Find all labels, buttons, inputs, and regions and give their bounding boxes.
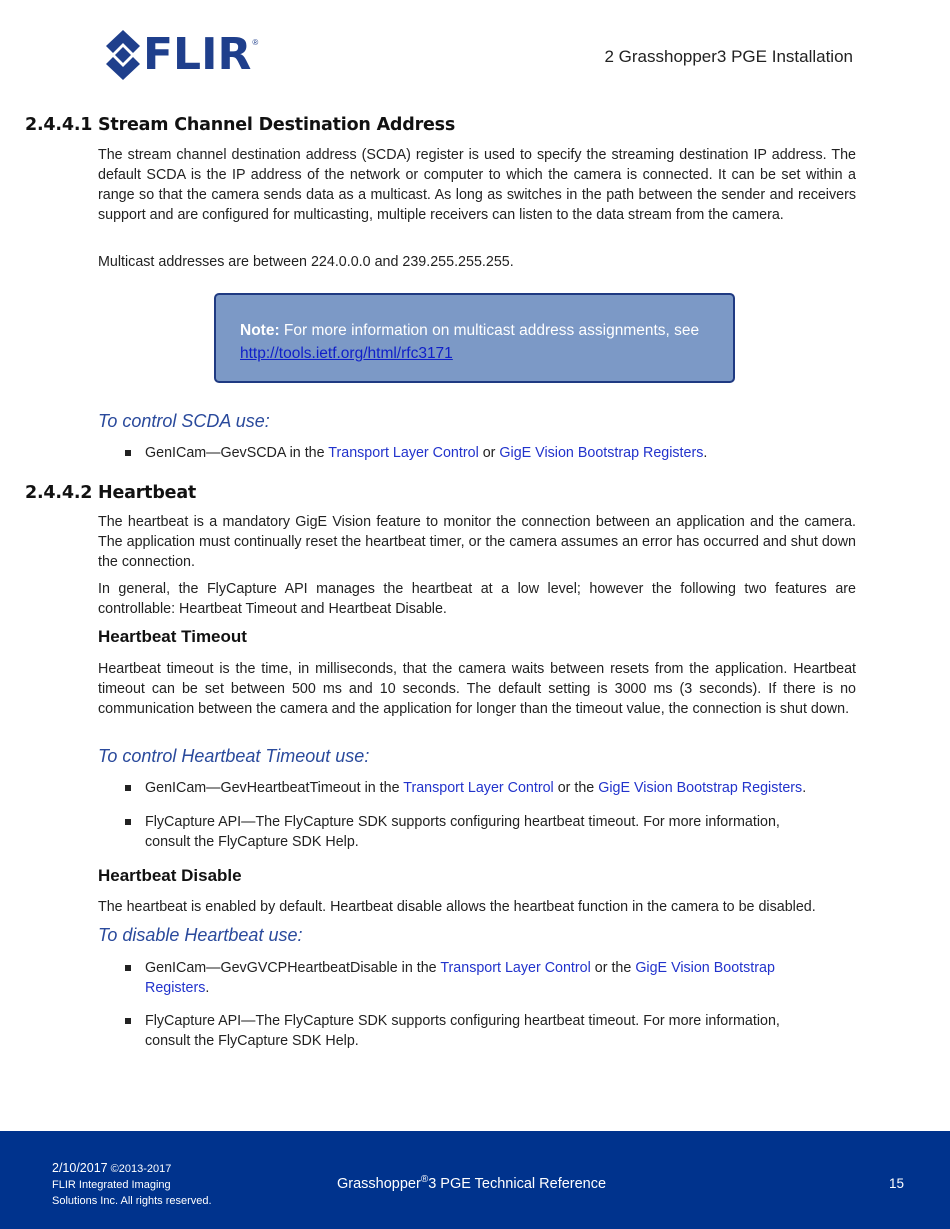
chapter-title: 2 Grasshopper3 PGE Installation (604, 47, 853, 66)
control-heartbeat-timeout-heading: To control Heartbeat Timeout use: (98, 746, 370, 766)
note-body: For more information on multicast address assignments, see (279, 322, 700, 339)
list-item: GenICam—GevSCDA in the Transport Layer Control or GigE Vision Bootstrap Registers. (125, 443, 825, 463)
flir-logo (105, 28, 258, 82)
logo-registered-mark: ® (252, 38, 259, 47)
bullet-square-icon (125, 1018, 131, 1024)
heartbeat-disable-heading: Heartbeat Disable (98, 866, 242, 885)
gige-bootstrap-registers-link[interactable]: GigE Vision Bootstrap Registers (499, 445, 704, 461)
note-label: Note: (240, 322, 280, 339)
bullet-square-icon (125, 785, 131, 791)
multicast-range-paragraph: Multicast addresses are between 224.0.0.0 and 239.255.255.255. (98, 254, 514, 270)
flycapture-heartbeat-paragraph: In general, the FlyCapture API manages the heartbeat at a low level; however the following two features are controllable: Heartbeat Timeout and Heartbeat Disable. (98, 581, 856, 617)
section-title: Stream Channel Destination Address (98, 115, 456, 135)
bullet-square-icon (125, 965, 131, 971)
note-text (240, 319, 720, 365)
footer-copyright (52, 1160, 212, 1209)
bullet-square-icon (125, 819, 131, 825)
list-item: GenICam—GevGVCPHeartbeatDisable in the Transport Layer Control or the GigE Vision Bootstrap Registers. (125, 958, 825, 998)
scda-paragraph: The stream channel destination address (SCDA) register is used to specify the streaming destination IP address. The default SCDA is the IP address of the network or computer to which the camera is connected. It can be set within a range so that the camera sends data as a multicast. As long as switches in the path between the sender and receivers support and are configured for multicasting, multiple receivers can listen to the data stream from the camera. (98, 147, 856, 223)
gige-bootstrap-registers-link[interactable]: GigE Vision Bootstrap Registers (145, 960, 775, 996)
logo-wordmark: FLIR (143, 29, 252, 80)
footer-doc-title: Grasshopper®3 PGE Technical Reference (337, 1174, 607, 1192)
note-box (214, 293, 735, 383)
list-item: GenICam—GevHeartbeatTimeout in the Transport Layer Control or the GigE Vision Bootstrap Registers. (125, 778, 825, 798)
section-number: 2.4.4.1 (25, 115, 93, 135)
heartbeat-timeout-paragraph: Heartbeat timeout is the time, in milliseconds, that the camera waits between resets from the application. Heartbeat timeout can be set between 500 ms and 10 seconds. The default setting is 3000 ms (3 seconds). If there is no communication between the camera and the application for longer than the timeout value, the connection is shut down. (98, 661, 856, 717)
footer-date: 2/10/2017 (52, 1161, 108, 1175)
section-heading-heartbeat (25, 483, 196, 503)
bullet-square-icon (125, 450, 131, 456)
transport-layer-control-link[interactable]: Transport Layer Control (440, 960, 591, 976)
flir-diamond-logo-icon (105, 29, 141, 81)
footer-company-line1: FLIR Integrated Imaging (52, 1179, 171, 1191)
transport-layer-control-link[interactable]: Transport Layer Control (403, 780, 554, 796)
footer-company-line2: Solutions Inc. All rights reserved. (52, 1195, 212, 1207)
section-number: 2.4.4.2 (25, 483, 93, 503)
disable-heartbeat-heading: To disable Heartbeat use: (98, 925, 303, 945)
section-heading-scda (25, 115, 455, 135)
rfc3171-link[interactable]: http://tools.ietf.org/html/rfc3171 (240, 345, 453, 362)
section-title: Heartbeat (98, 483, 197, 503)
transport-layer-control-link[interactable]: Transport Layer Control (328, 445, 479, 461)
page-number: 15 (888, 1176, 904, 1191)
heartbeat-paragraph: The heartbeat is a mandatory GigE Vision feature to monitor the connection between an application and the camera. The application must continually reset the heartbeat timer, or the camera assumes an error has occurred and shut down the connection. (98, 514, 856, 570)
control-scda-heading: To control SCDA use: (98, 411, 270, 431)
list-item: FlyCapture API—The FlyCapture SDK supports configuring heartbeat timeout. For more information, consult the FlyCapture SDK Help. (125, 1011, 825, 1051)
list-item: FlyCapture API—The FlyCapture SDK supports configuring heartbeat timeout. For more information, consult the FlyCapture SDK Help. (125, 812, 825, 852)
page-footer (0, 1131, 950, 1229)
heartbeat-timeout-heading: Heartbeat Timeout (98, 627, 247, 646)
heartbeat-disable-paragraph: The heartbeat is enabled by default. Heartbeat disable allows the heartbeat function in the camera to be disabled. (98, 899, 816, 915)
footer-copyright-years: ©2013-2017 (110, 1163, 172, 1175)
gige-bootstrap-registers-link[interactable]: GigE Vision Bootstrap Registers (598, 780, 803, 796)
